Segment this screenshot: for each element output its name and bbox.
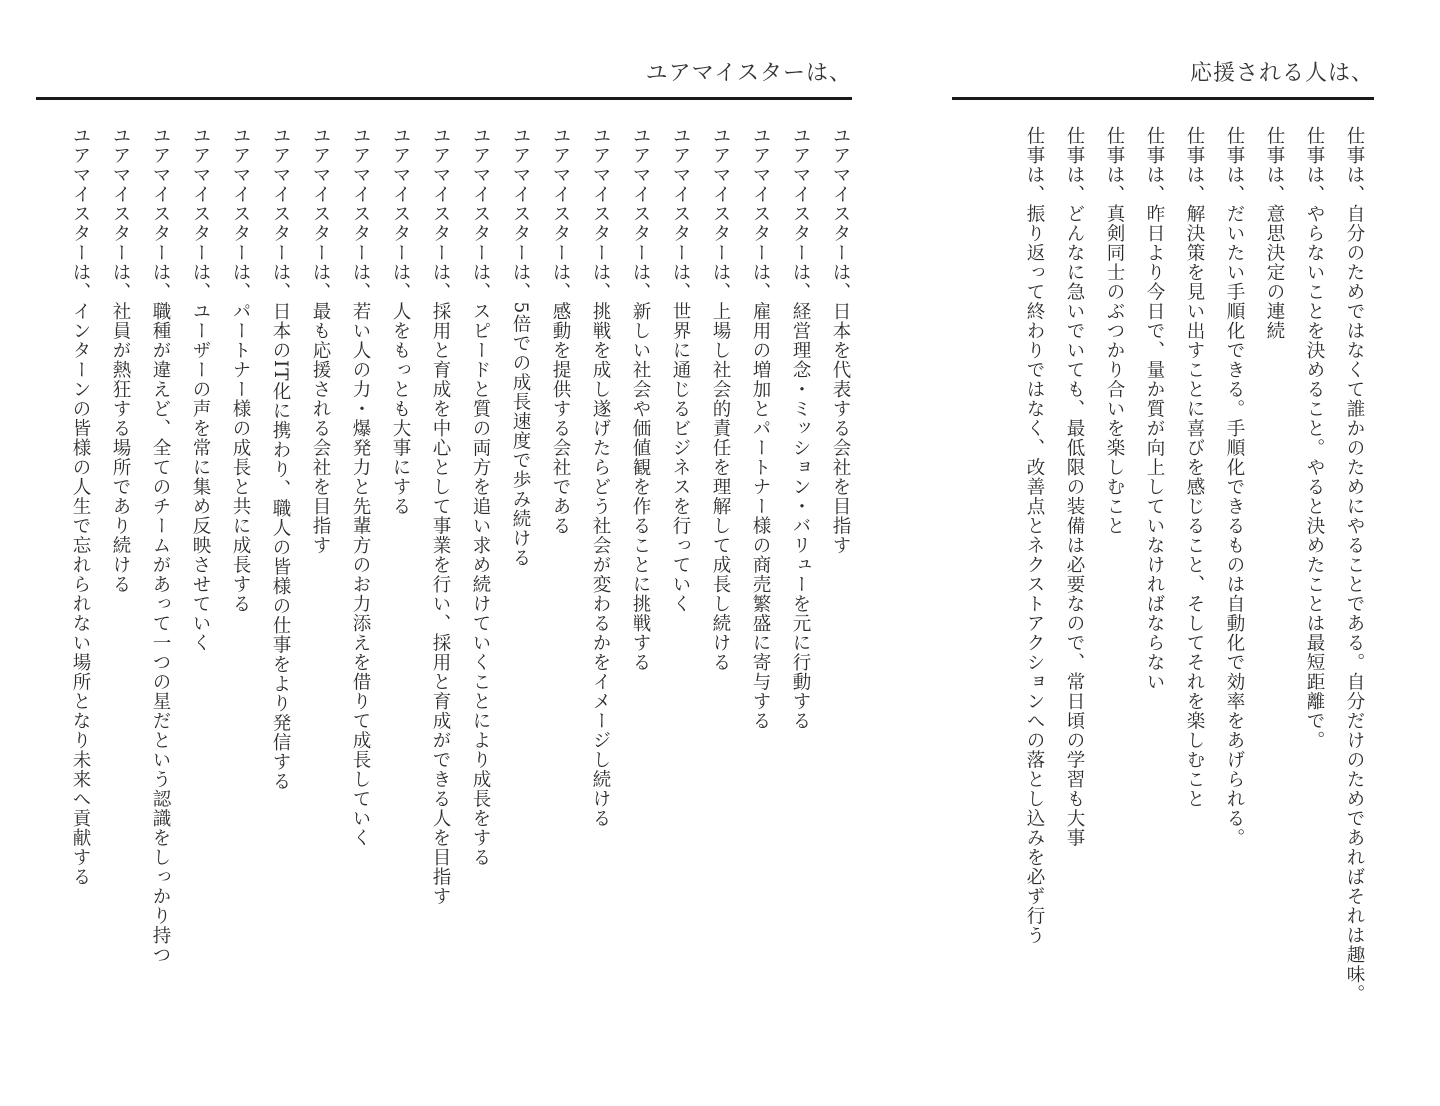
list-item: ユアマイスターは、インターンの皆様の人生で忘れられない場所となり未来へ貢献する	[70, 126, 91, 887]
list-item: ユアマイスターは、社員が熱狂する場所であり続ける	[110, 126, 131, 594]
list-item: ユアマイスターは、採用と育成を中心として事業を行い、採用と育成ができる人を目指す	[430, 126, 451, 906]
section-divider	[36, 97, 852, 100]
list-item: ユアマイスターは、日本を代表する会社を目指す	[830, 126, 851, 555]
list-item: ユアマイスターは、経営理念・ミッション・バリューを元に行動する	[790, 126, 811, 731]
list-item: ユアマイスターは、雇用の増加とパートナー様の商売繁盛に寄与する	[750, 126, 771, 731]
section-yourmystar	[36, 0, 852, 1106]
list-item: ユアマイスターは、5倍での成長速度で歩み続ける	[510, 126, 531, 568]
section-supported-people	[952, 0, 1374, 1106]
section-title: 応援される人は、	[1189, 61, 1374, 86]
section-title: ユアマイスターは、	[645, 61, 852, 86]
list-item: 仕事は、やらないことを決めること。やると決めたことは最短距離で。	[1304, 126, 1325, 750]
list-item: ユアマイスターは、ユーザーの声を常に集め反映させていく	[190, 126, 211, 653]
list-item: ユアマイスターは、新しい社会や価値観を作ることに挑戦する	[630, 126, 651, 672]
list-item: ユアマイスターは、職種が違えど、全てのチームがあって一つの星だという認識をしっかり持つ	[150, 126, 171, 965]
list-item: 仕事は、振り返って終わりではなく、改善点とネクストアクションへの落とし込みを必ず行う	[1024, 126, 1045, 945]
list-item: ユアマイスターは、スピードと質の両方を追い求め続けていくことにより成長をする	[470, 126, 491, 867]
list-item: 仕事は、真剣同士のぶつかり合いを楽しむこと	[1104, 126, 1125, 536]
principle-list	[30, 126, 860, 1026]
list-item: ユアマイスターは、挑戦を成し遂げたらどう社会が変わるかをイメージし続ける	[590, 126, 611, 828]
list-item: ユアマイスターは、日本のIT化に携わり、職人の皆様の仕事をより発信する	[270, 126, 291, 792]
list-item: ユアマイスターは、最も応援される会社を目指す	[310, 126, 331, 555]
list-item: 仕事は、昨日より今日で、量か質が向上していなければならない	[1144, 126, 1165, 692]
list-item: 仕事は、意思決定の連続	[1264, 126, 1285, 341]
list-item: ユアマイスターは、上場し社会的責任を理解して成長し続ける	[710, 126, 731, 672]
list-item: 仕事は、解決策を見い出すことに喜びを感じること、そしてそれを楽しむこと	[1184, 126, 1205, 809]
list-item: ユアマイスターは、世界に通じるビジネスを行っていく	[670, 126, 691, 614]
list-item: 仕事は、自分のためではなくて誰かのためにやることである。自分だけのためであればそれは趣味。	[1344, 126, 1365, 1004]
list-item: ユアマイスターは、感動を提供する会社である	[550, 126, 571, 536]
list-item: 仕事は、だいたい手順化できる。手順化できるものは自動化で効率をあげられる。	[1224, 126, 1245, 848]
list-item: ユアマイスターは、人をもっとも大事にする	[390, 126, 411, 516]
list-item: ユアマイスターは、パートナー様の成長と共に成長する	[230, 126, 251, 614]
list-item: 仕事は、どんなに急いでいても、最低限の装備は必要なので、常日頃の学習も大事	[1064, 126, 1085, 848]
principle-list	[952, 126, 1374, 1056]
section-divider	[952, 97, 1374, 100]
list-item: ユアマイスターは、若い人の力・爆発力と先輩方のお力添えを借りて成長していく	[350, 126, 371, 848]
